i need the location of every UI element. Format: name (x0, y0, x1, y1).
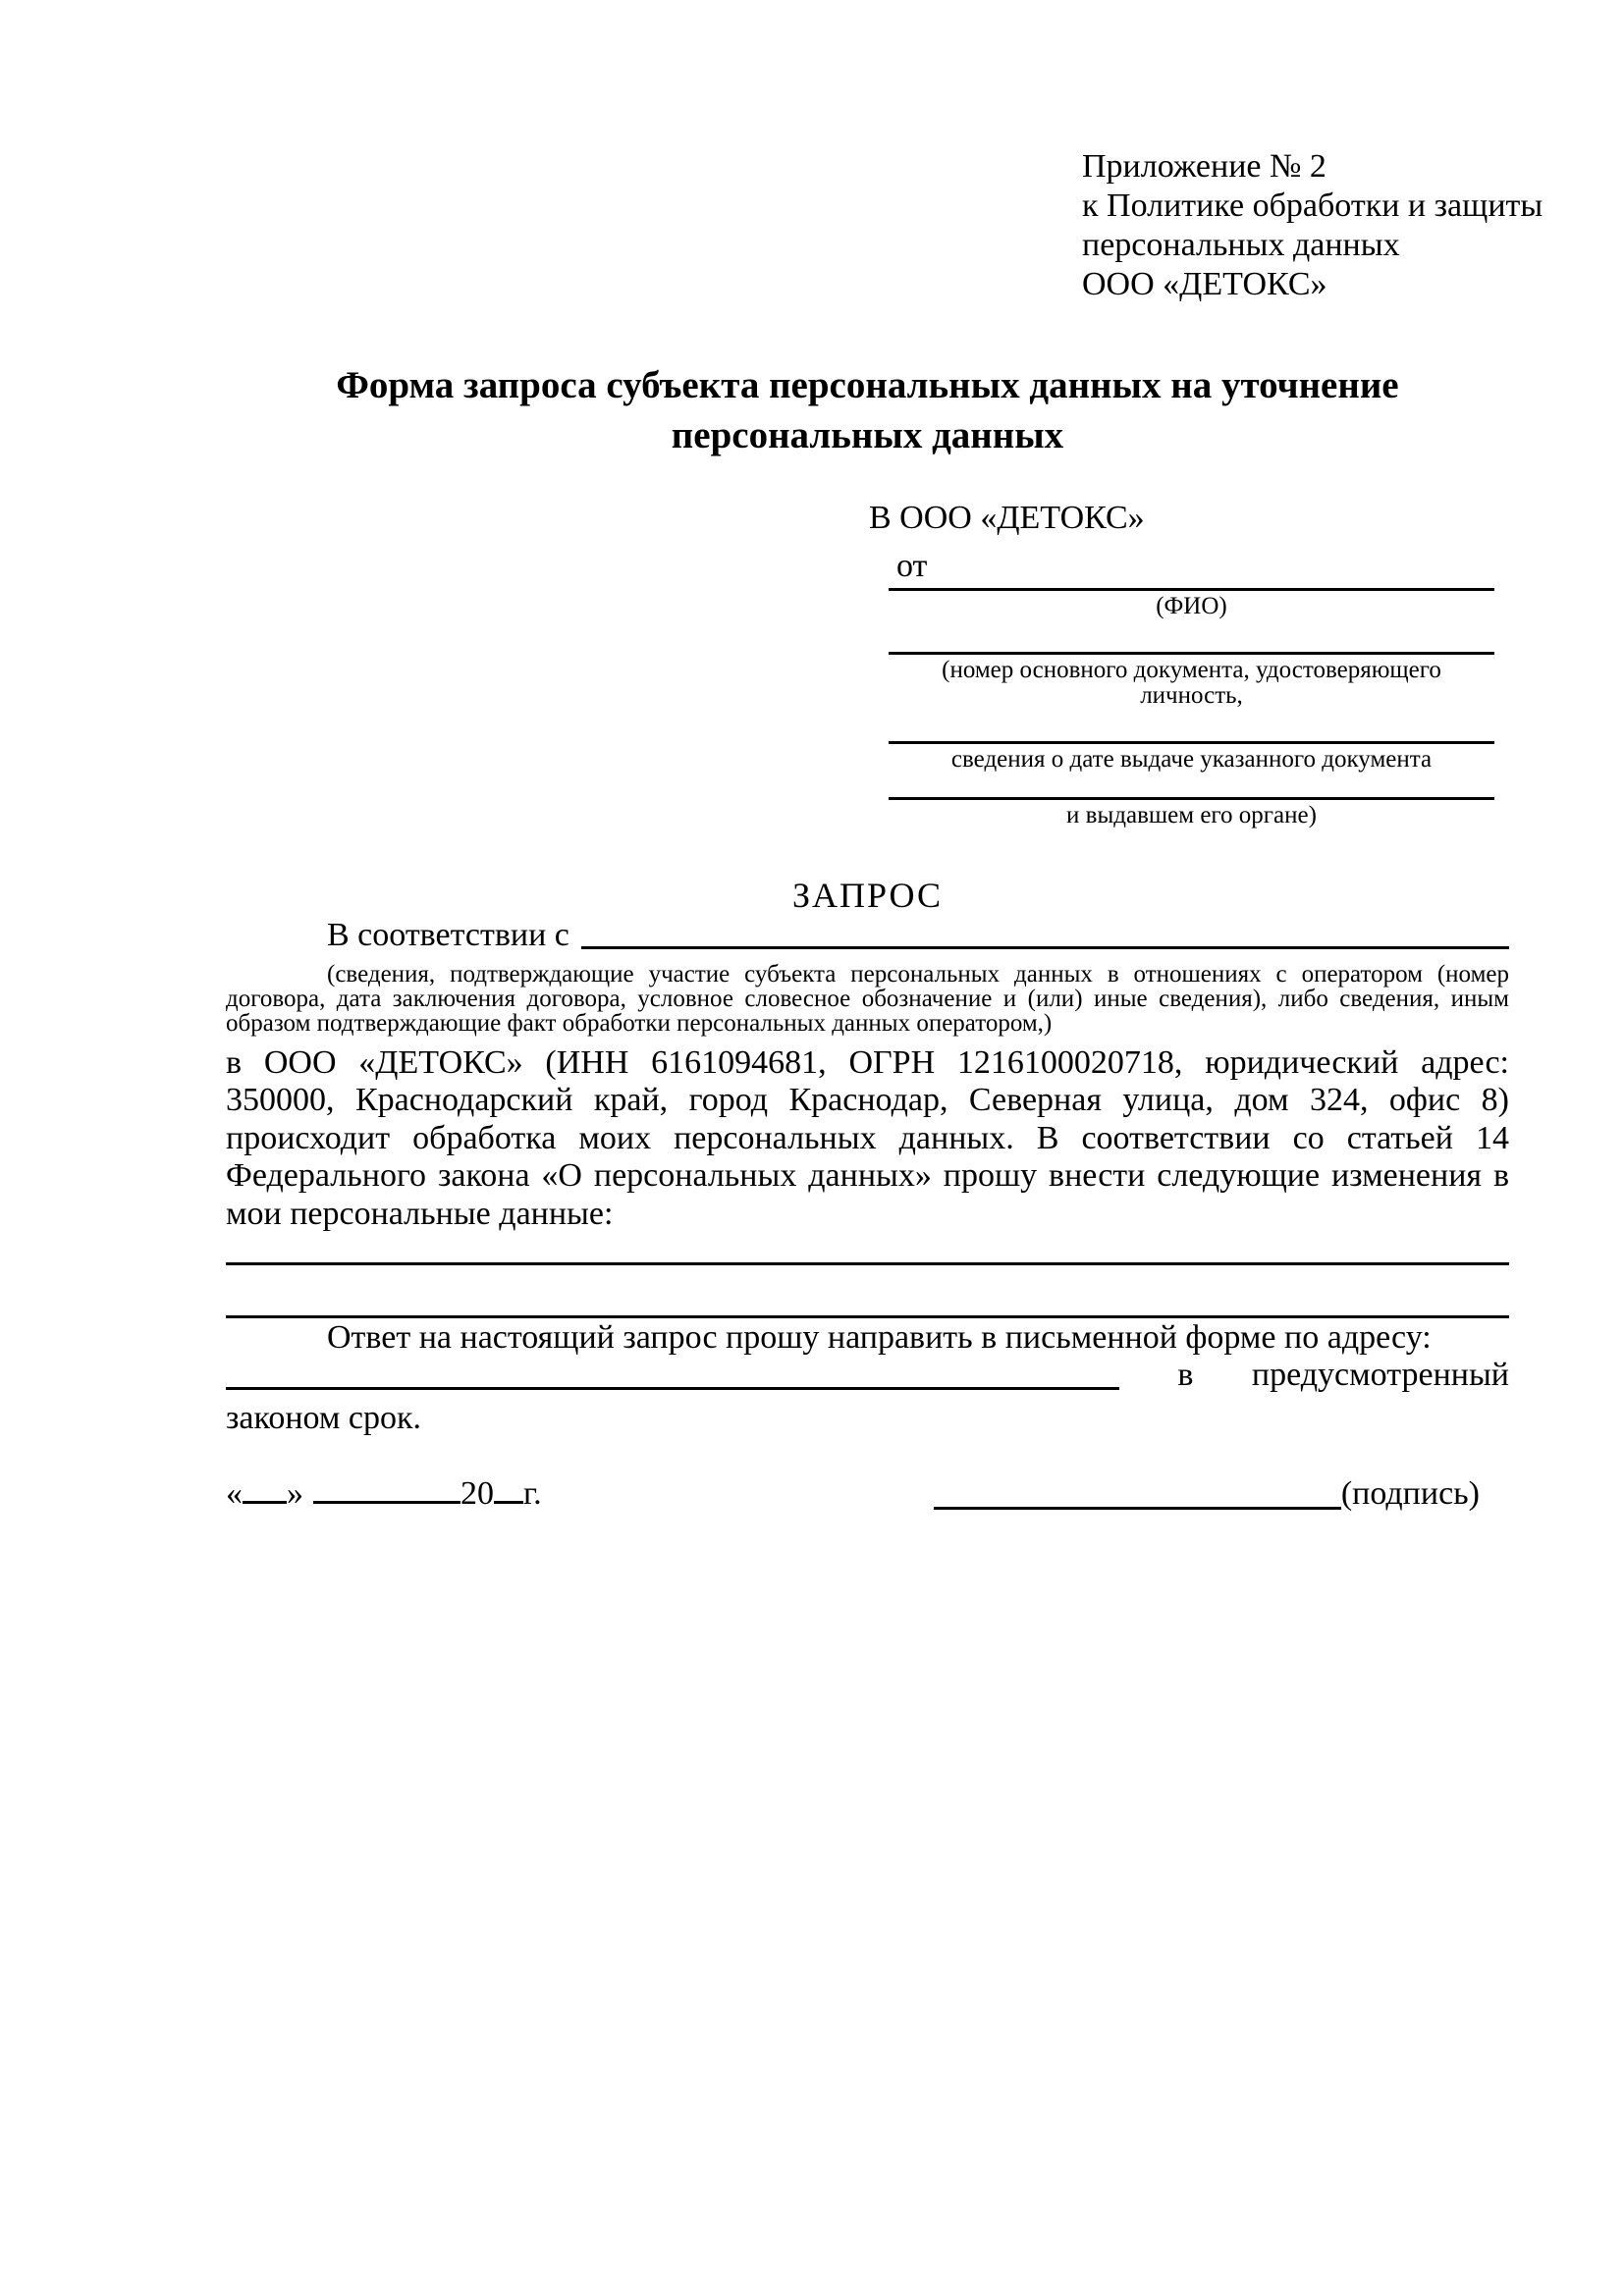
request-heading: ЗАПРОС (792, 875, 943, 915)
date-signature-row (226, 1474, 1509, 1514)
response-word: в (1177, 1357, 1194, 1393)
document-number-blank-line (889, 619, 1494, 655)
appendix-line: к Политике обработки и защиты (1082, 187, 1543, 224)
basis-prefix: В соответствии с (327, 916, 569, 953)
document-title: Форма запроса субъекта персональных данных на уточнение персональных данных (336, 364, 1399, 456)
document-issue-date-blank-line (889, 709, 1494, 744)
appendix-line: персональных данных (1082, 227, 1400, 263)
document-issuer-blank-line (889, 773, 1494, 800)
request-body: в ООО «ДЕТОКС» (ИНН 6161094681, ОГРН 1216100020718, юридический адрес: 350000, Краснодарский край, город Краснодар, Северная улица, дом 324, офис 8) происходит обработка моих персональных данных. В соответствии со статьей 14 Федерального закона «О персональных данных» прошу внести следующие изменения в мои персональные данные: (226, 1043, 1509, 1232)
basis-blank-line (581, 917, 1509, 949)
response-tail: законом срок. (226, 1399, 421, 1436)
response-intro: Ответ на настоящий запрос прошу направить в письменной форме по адресу: (327, 1319, 1432, 1356)
appendix-line: ООО «ДЕТОКС» (1082, 266, 1327, 302)
date-quote-close: » (287, 1475, 303, 1512)
appendix-note (1082, 147, 1543, 304)
date-year-suffix: г. (523, 1475, 542, 1512)
response-word: предусмотренный (1251, 1357, 1509, 1393)
signature-field (934, 1474, 1480, 1514)
address-blank-line (226, 1387, 1119, 1390)
date-month-blank (313, 1474, 460, 1504)
addressee-block (869, 500, 1509, 584)
fio-caption: (ФИО) (1156, 592, 1227, 619)
document-issue-date-caption: сведения о дате выдаче указанного документа (950, 745, 1433, 773)
changes-blank-line-2 (226, 1265, 1509, 1318)
signature-caption: (подпись) (1340, 1475, 1480, 1512)
appendix-line: Приложение № 2 (1082, 148, 1326, 185)
document-number-caption: (номер основного документа, удостоверяющего личность, (942, 656, 1441, 709)
addressee-from-label: от (896, 547, 928, 584)
basis-row (226, 917, 1509, 954)
fio-blank-line (889, 581, 1494, 591)
date-quote-open: « (226, 1475, 243, 1512)
date-year-prefix: 20 (460, 1475, 494, 1512)
response-address-row (226, 1358, 1509, 1395)
basis-note: (сведения, подтверждающие участие субъекта персональных данных в отношениях с оператором (номер договора, дата заключения договора, условное словесное обозначение и (или) иные сведения), либо сведения, иным образом подтверждающие факт обработки персональных данных оператором,) (226, 960, 1509, 1037)
addressee-organization: В ООО «ДЕТОКС» (869, 500, 1145, 536)
applicant-fields (889, 581, 1494, 828)
document-issuer-caption: и выдавшем его органе) (1066, 801, 1317, 828)
date-day-blank (243, 1474, 287, 1504)
date-field (226, 1474, 542, 1514)
signature-blank-line (934, 1480, 1341, 1510)
date-year-blank (494, 1474, 523, 1504)
